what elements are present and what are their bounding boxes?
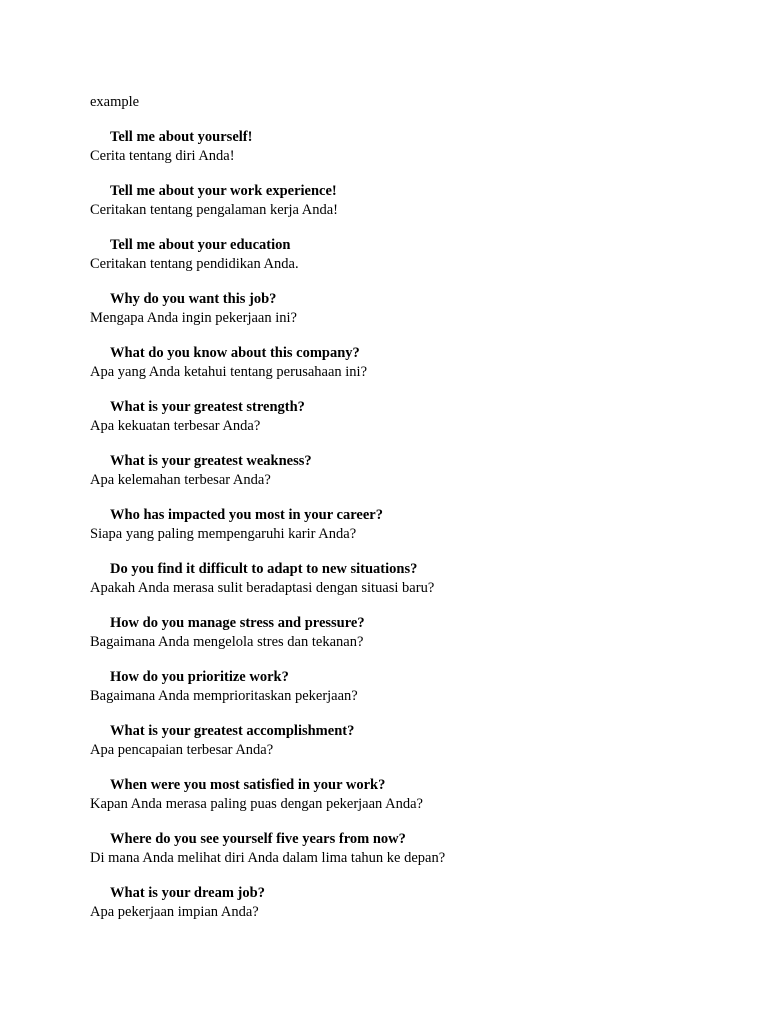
- qa-item: [90, 236, 730, 274]
- answer-text: Bagaimana Anda mengelola stres dan tekanan?: [90, 634, 364, 650]
- qa-item: [90, 560, 730, 598]
- answer-text: Di mana Anda melihat diri Anda dalam lima tahun ke depan?: [90, 850, 446, 866]
- answer-text: Mengapa Anda ingin pekerjaan ini?: [90, 310, 297, 326]
- qa-item: [90, 884, 730, 922]
- qa-item: [90, 668, 730, 706]
- question-text: Do you find it difficult to adapt to new situations?: [110, 561, 418, 577]
- answer-text: Apa kelemahan terbesar Anda?: [90, 472, 271, 488]
- qa-item: [90, 830, 730, 868]
- question-text: Where do you see yourself five years from now?: [110, 831, 406, 847]
- qa-item: [90, 128, 730, 166]
- qa-item: [90, 398, 730, 436]
- document-heading: example: [90, 94, 140, 110]
- answer-text: Apa pencapaian terbesar Anda?: [90, 742, 274, 758]
- qa-item: [90, 182, 730, 220]
- answer-text: Apakah Anda merasa sulit beradaptasi dengan situasi baru?: [90, 580, 435, 596]
- answer-text: Apa pekerjaan impian Anda?: [90, 904, 259, 920]
- question-text: What is your greatest accomplishment?: [110, 723, 355, 739]
- qa-item: [90, 452, 730, 490]
- answer-text: Cerita tentang diri Anda!: [90, 148, 235, 164]
- answer-text: Apa kekuatan terbesar Anda?: [90, 418, 261, 434]
- qa-item: [90, 614, 730, 652]
- question-text: Tell me about your work experience!: [110, 183, 337, 199]
- document-content: [90, 93, 730, 938]
- answer-text: Ceritakan tentang pendidikan Anda.: [90, 256, 299, 272]
- qa-item: [90, 290, 730, 328]
- question-text: Why do you want this job?: [110, 291, 277, 307]
- answer-text: Bagaimana Anda memprioritaskan pekerjaan?: [90, 688, 358, 704]
- answer-text: Apa yang Anda ketahui tentang perusahaan ini?: [90, 364, 368, 380]
- question-text: When were you most satisfied in your work?: [110, 777, 386, 793]
- qa-item: [90, 344, 730, 382]
- question-text: How do you manage stress and pressure?: [110, 615, 365, 631]
- qa-item: [90, 722, 730, 760]
- answer-text: Kapan Anda merasa paling puas dengan pekerjaan Anda?: [90, 796, 423, 812]
- qa-item: [90, 506, 730, 544]
- question-text: What do you know about this company?: [110, 345, 360, 361]
- answer-text: Ceritakan tentang pengalaman kerja Anda!: [90, 202, 339, 218]
- question-text: Tell me about your education: [110, 237, 291, 253]
- question-text: Who has impacted you most in your career?: [110, 507, 383, 523]
- question-text: What is your dream job?: [110, 885, 265, 901]
- question-text: How do you prioritize work?: [110, 669, 289, 685]
- question-text: What is your greatest strength?: [110, 399, 305, 415]
- answer-text: Siapa yang paling mempengaruhi karir Anda?: [90, 526, 357, 542]
- question-text: Tell me about yourself!: [110, 129, 253, 145]
- qa-item: [90, 776, 730, 814]
- question-text: What is your greatest weakness?: [110, 453, 312, 469]
